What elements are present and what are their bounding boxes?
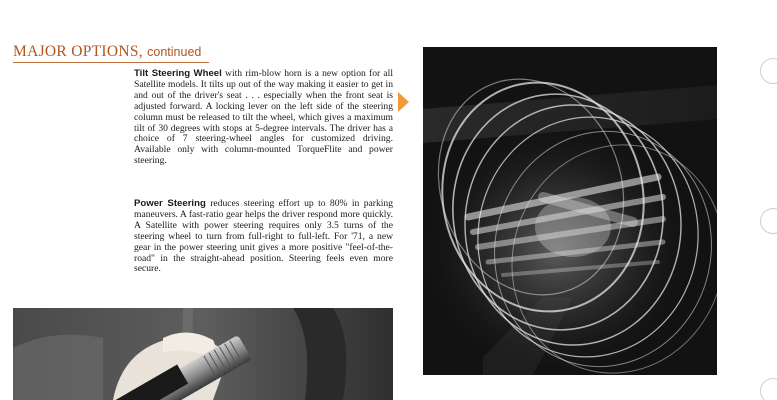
control-knob-photo	[13, 308, 393, 400]
page-title	[13, 43, 201, 61]
tilt-steering-paragraph	[134, 69, 393, 167]
page-title-continued: continued	[147, 45, 202, 59]
power-steering-heading: Power Steering	[134, 198, 206, 209]
power-steering-paragraph	[134, 199, 393, 275]
power-steering-body: reduces steering effort up to 80% in parking maneuvers. A fast-ratio gear helps the driver respond more quickly. A Satellite with power steering requires only 3.5 turns of the steering wheel to turn from full-right to full-left. For '71, a new gear in the power steering unit gives a more positive "feel-of-the-road" in the straight-ahead position. Steering feels even more secure.	[134, 198, 394, 275]
steering-wheel-motion-image	[423, 47, 717, 375]
hand-knob-image	[13, 308, 393, 400]
binder-hole-top	[760, 58, 777, 84]
steering-wheel-photo	[423, 47, 717, 375]
orange-arrow-icon	[398, 92, 409, 112]
header-rule	[13, 62, 209, 63]
tilt-steering-body: with rim-blow horn is a new option for all Satellite models. It tilts up out of the way making it easier to get in and out of the driver's seat . . . especially when the front seat is adjusted forward. A locking lever on the left side of the steering column must be released to tilt the wheel, which gives a maximum tilt of 30 degrees with stops at 5-degree intervals. The driver has a choice of 7 steering-wheel angles for customized driving. Available only with column-mounted TorqueFlite and power steering.	[134, 68, 393, 167]
tilt-steering-heading: Tilt Steering Wheel	[134, 68, 222, 79]
binder-hole-bottom	[760, 378, 777, 400]
binder-hole-middle	[760, 208, 777, 234]
page-title-main: MAJOR OPTIONS,	[13, 43, 143, 60]
